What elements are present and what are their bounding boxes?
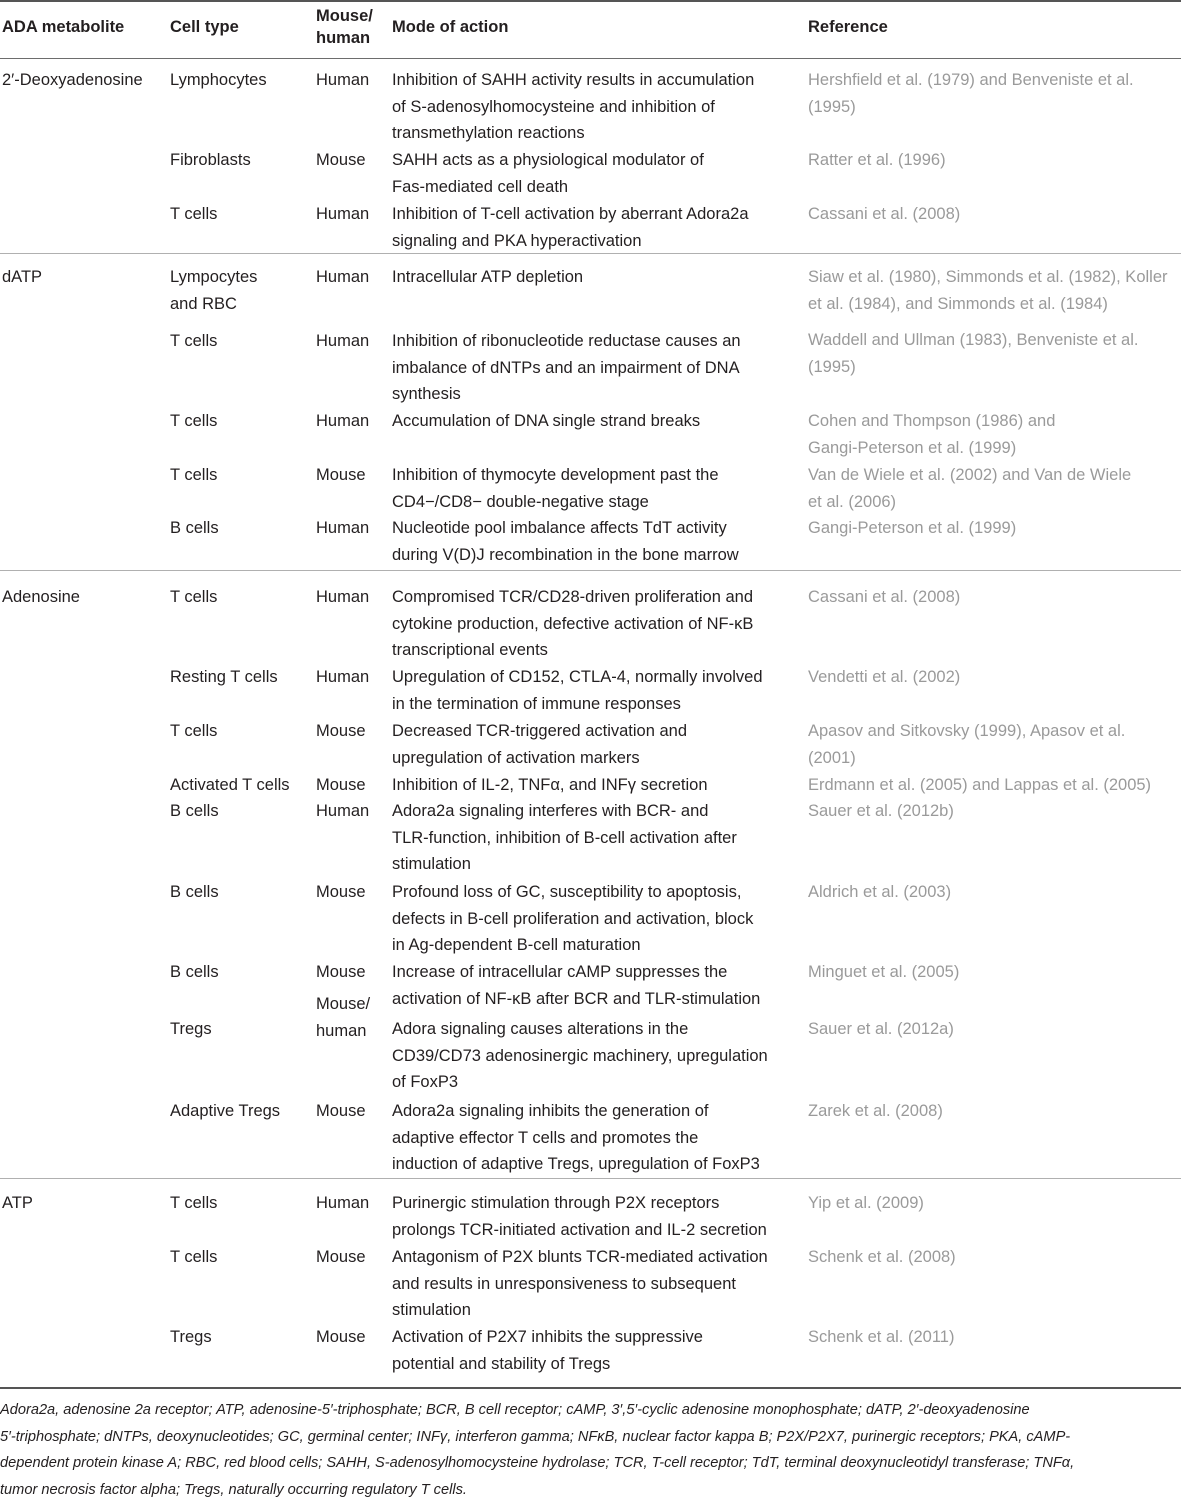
ref-line: Gangi-Peterson et al. (1999)	[808, 438, 1017, 457]
group-separator	[0, 1178, 1181, 1179]
species-line: Human	[316, 412, 370, 430]
ada-metabolite-label: dATP	[2, 268, 43, 286]
ref-line: Van de Wiele et al. (2002) and Van de Wiele	[808, 466, 1132, 484]
mode-line: Intracellular ATP depletion	[392, 268, 584, 286]
species-line: Mouse	[316, 1328, 366, 1346]
footnote-line: tumor necrosis factor alpha; Tregs, naturally occurring regulatory T cells.	[0, 1482, 467, 1499]
species-line: Human	[316, 519, 370, 537]
ref-line: Minguet et al. (2005)	[808, 963, 960, 981]
mode-line: Fas-mediated cell death	[392, 177, 569, 196]
mode-line: Activation of P2X7 inhibits the suppressive	[392, 1328, 703, 1346]
mode-line: potential and stability of Tregs	[392, 1354, 611, 1373]
ada-metabolite-label: ATP	[2, 1194, 33, 1212]
mode-line: Inhibition of ribonucleotide reductase causes an	[392, 332, 741, 350]
mode-line: TLR-function, inhibition of B-cell activation after	[392, 828, 737, 847]
species-line: Human	[316, 668, 370, 686]
species-line: Mouse	[316, 1102, 366, 1120]
ref-line: et al. (2006)	[808, 492, 897, 511]
group-separator	[0, 253, 1181, 254]
ref-line: Cassani et al. (2008)	[808, 205, 961, 223]
species-line: Mouse/	[316, 995, 371, 1013]
cell-line: and RBC	[170, 294, 237, 313]
ada-metabolite-label: Adenosine	[2, 588, 80, 606]
species-line: Human	[316, 1194, 370, 1212]
mode-line: stimulation	[392, 1301, 471, 1320]
header-mouse-human: Mouse/ human	[316, 7, 373, 47]
mode-line: Profound loss of GC, susceptibility to apoptosis,	[392, 883, 742, 901]
ref-line: Schenk et al. (2011)	[808, 1328, 955, 1346]
species-line: Human	[316, 268, 370, 286]
header-ada-metabolite: ADA metabolite	[2, 18, 125, 36]
mode-line: transcriptional events	[392, 641, 548, 660]
footnote-line: Adora2a, adenosine 2a receptor; ATP, adenosine-5′-triphosphate; BCR, B cell receptor; cAMP, 3′,5′-cyclic adenosine monophosphate; dATP, 2′-deoxyadenosine	[0, 1402, 1030, 1418]
species-line: Mouse	[316, 151, 366, 169]
mode-line: activation of NF-κB after BCR and TLR-stimulation	[392, 989, 761, 1008]
mode-line: Inhibition of SAHH activity results in accumulation	[392, 71, 755, 89]
mode-line: Inhibition of thymocyte development past the	[392, 466, 719, 484]
cell-line: Tregs	[170, 1020, 212, 1038]
ref-line: Yip et al. (2009)	[808, 1194, 924, 1212]
mode-line: Decreased TCR-triggered activation and	[392, 722, 688, 740]
group-separator	[0, 570, 1181, 571]
ref-line: (1995)	[808, 357, 856, 376]
mode-line: Accumulation of DNA single strand breaks	[392, 412, 701, 430]
ref-line: (1995)	[808, 97, 856, 116]
mode-line: Antagonism of P2X blunts TCR-mediated activation	[392, 1248, 768, 1266]
mode-line: SAHH acts as a physiological modulator of	[392, 151, 704, 169]
ref-line: Sauer et al. (2012b)	[808, 802, 954, 820]
ref-line: Erdmann et al. (2005) and Lappas et al. (2005)	[808, 776, 1152, 794]
cell-line: Activated T cells	[170, 776, 290, 794]
ref-line: Sauer et al. (2012a)	[808, 1020, 954, 1038]
mode-line: Purinergic stimulation through P2X receptors	[392, 1194, 720, 1212]
mode-line: of S-adenosylhomocysteine and inhibition of	[392, 97, 715, 116]
cell-line: T cells	[170, 588, 218, 606]
mode-line: Upregulation of CD152, CTLA-4, normally involved	[392, 668, 763, 686]
table-footnote	[0, 1397, 1181, 1504]
species-line: Human	[316, 802, 370, 820]
mode-line: Increase of intracellular cAMP suppresses the	[392, 963, 728, 981]
ref-line: Siaw et al. (1980), Simmonds et al. (1982), Koller	[808, 268, 1168, 286]
header-rule	[0, 58, 1181, 59]
mode-line: in Ag-dependent B-cell maturation	[392, 936, 641, 955]
species-line: Human	[316, 332, 370, 350]
cell-line: T cells	[170, 332, 218, 350]
species-line: Mouse	[316, 466, 366, 484]
mode-line: Adora2a signaling interferes with BCR- and	[392, 802, 709, 820]
mode-line: during V(D)J recombination in the bone marrow	[392, 545, 739, 564]
mode-line: CD39/CD73 adenosinergic machinery, upregulation	[392, 1046, 768, 1065]
mode-line: Nucleotide pool imbalance affects TdT activity	[392, 519, 727, 537]
cell-line: Lympocytes	[170, 268, 258, 286]
mode-line: of FoxP3	[392, 1073, 459, 1092]
footnote-line: dependent protein kinase A; RBC, red blood cells; SAHH, S-adenosylhomocysteine hydrolase; TCR, T-cell receptor; TdT, terminal deoxynucleotidyl transferase; TNFα,	[0, 1455, 1075, 1472]
cell-line: B cells	[170, 963, 219, 981]
cell-line: T cells	[170, 722, 218, 740]
header-reference: Reference	[808, 18, 888, 36]
mode-line: in the termination of immune responses	[392, 694, 681, 713]
ref-line: et al. (1984), and Simmonds et al. (1984)	[808, 294, 1108, 313]
mode-line: stimulation	[392, 855, 471, 874]
cell-line: T cells	[170, 466, 218, 484]
species-line: human	[316, 1021, 367, 1040]
species-line: Human	[316, 71, 370, 89]
species-line: Mouse	[316, 1248, 366, 1266]
cell-line: T cells	[170, 205, 218, 223]
cell-line: Adaptive Tregs	[170, 1102, 281, 1120]
ref-line: Hershfield et al. (1979) and Benveniste et al.	[808, 71, 1134, 89]
ada-metabolite-label: 2′-Deoxyadenosine	[2, 71, 143, 89]
species-line: Mouse	[316, 963, 366, 981]
species-line: Mouse	[316, 722, 366, 740]
mode-line: CD4−/CD8− double-negative stage	[392, 492, 649, 511]
mode-line: cytokine production, defective activation of NF-κB	[392, 614, 754, 633]
cell-line: B cells	[170, 802, 219, 820]
ref-line: Cassani et al. (2008)	[808, 588, 961, 606]
species-line: Mouse	[316, 883, 366, 901]
ref-line: Waddell and Ullman (1983), Benveniste et al.	[808, 331, 1139, 349]
mode-line: Inhibition of T-cell activation by aberrant Adora2a	[392, 205, 749, 223]
cell-line: T cells	[170, 412, 218, 430]
species-line: Mouse	[316, 776, 366, 794]
mode-line: Adora signaling causes alterations in the	[392, 1020, 689, 1038]
mode-line: Inhibition of IL-2, TNFα, and INFγ secretion	[392, 776, 708, 794]
cell-line: Resting T cells	[170, 668, 278, 686]
ref-line: Apasov and Sitkovsky (1999), Apasov et al.	[808, 722, 1126, 740]
ref-line: (2001)	[808, 748, 856, 767]
footnote-line: 5′-triphosphate; dNTPs, deoxynucleotides; GC, germinal center; INFγ, interferon gamma; NFκB, nuclear factor kappa B; P2X/P2X7, purinergic receptors; PKA, cAMP-	[0, 1428, 1071, 1445]
mode-line: upregulation of activation markers	[392, 748, 640, 767]
ref-line: Aldrich et al. (2003)	[808, 883, 952, 901]
ref-line: Vendetti et al. (2002)	[808, 668, 961, 686]
mode-line: imbalance of dNTPs and an impairment of DNA	[392, 358, 740, 377]
header-mode-of-action: Mode of action	[392, 18, 509, 36]
header-cell-type: Cell type	[170, 18, 239, 36]
mode-line: Compromised TCR/CD28-driven proliferation and	[392, 588, 754, 606]
species-line: Human	[316, 588, 370, 606]
ref-line: Gangi-Peterson et al. (1999)	[808, 519, 1017, 537]
mode-line: adaptive effector T cells and promotes the	[392, 1128, 699, 1147]
ref-line: Schenk et al. (2008)	[808, 1248, 956, 1266]
cell-line: Fibroblasts	[170, 151, 251, 169]
mode-line: prolongs TCR-initiated activation and IL-2 secretion	[392, 1220, 767, 1239]
cell-line: T cells	[170, 1248, 218, 1266]
table-top-rule	[0, 0, 1181, 2]
mode-line: defects in B-cell proliferation and activation, block	[392, 909, 754, 928]
ref-line: Ratter et al. (1996)	[808, 151, 946, 169]
cell-line: Lymphocytes	[170, 71, 267, 89]
mode-line: Adora2a signaling inhibits the generation of	[392, 1102, 709, 1120]
mode-line: and results in unresponsiveness to subsequent	[392, 1274, 736, 1293]
mode-line: transmethylation reactions	[392, 124, 585, 143]
cell-line: B cells	[170, 883, 219, 901]
cell-line: Tregs	[170, 1328, 212, 1346]
table-bottom-rule	[0, 1387, 1181, 1389]
cell-line: T cells	[170, 1194, 218, 1212]
species-line: Human	[316, 205, 370, 223]
ref-line: Cohen and Thompson (1986) and	[808, 412, 1056, 430]
ref-line: Zarek et al. (2008)	[808, 1102, 943, 1120]
mode-line: induction of adaptive Tregs, upregulation of FoxP3	[392, 1155, 760, 1174]
cell-line: B cells	[170, 519, 219, 537]
mode-line: signaling and PKA hyperactivation	[392, 231, 642, 250]
mode-line: synthesis	[392, 385, 461, 404]
